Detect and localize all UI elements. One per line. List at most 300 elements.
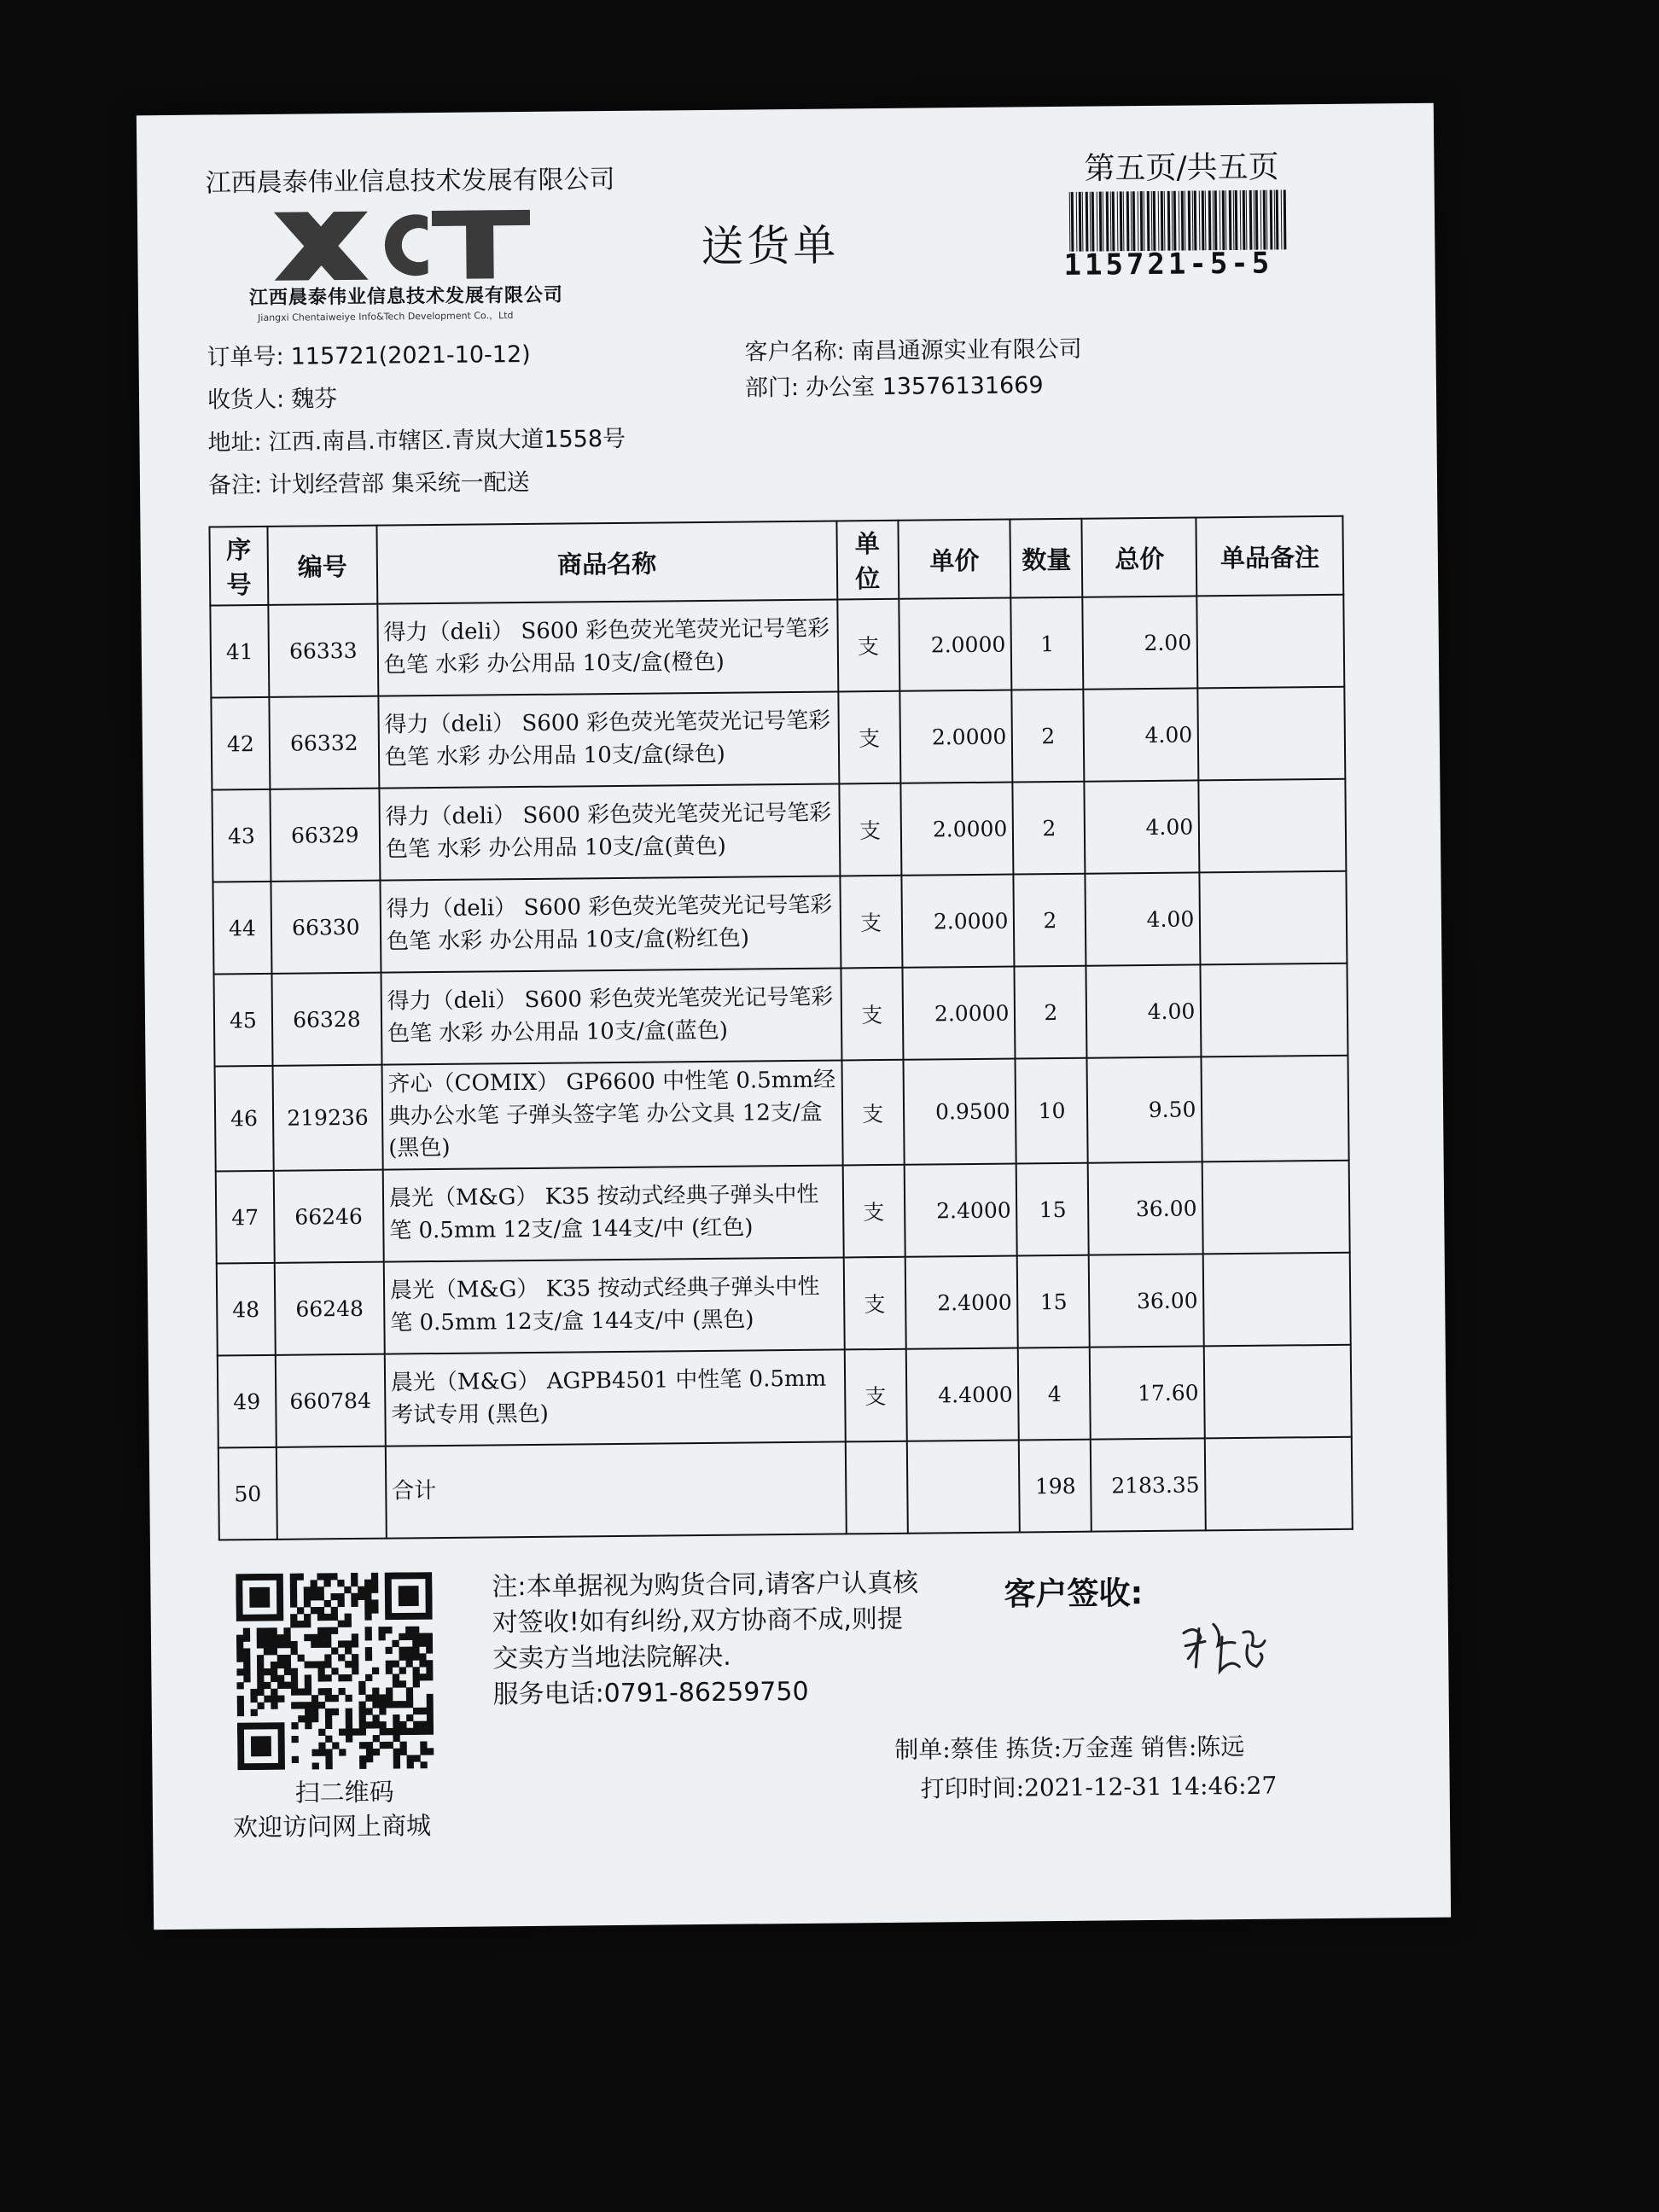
qr-module: [373, 1735, 380, 1742]
customer-name: 南昌通源实业有限公司: [851, 335, 1082, 365]
barcode-bar: [1147, 191, 1150, 251]
cell-code: 66333: [268, 604, 378, 697]
qr-module: [325, 1688, 332, 1695]
barcode-bar: [1158, 191, 1160, 251]
qr-module: [304, 1600, 311, 1607]
barcode-bar: [1086, 192, 1089, 252]
barcode-number: 115721-5-5: [1063, 246, 1273, 282]
qr-module: [426, 1674, 433, 1680]
qr-module: [277, 1682, 284, 1689]
qr-module: [290, 1580, 297, 1587]
qr-module: [392, 1640, 399, 1647]
qr-module: [323, 1573, 330, 1580]
qr-module: [243, 1628, 250, 1635]
qr-module: [297, 1607, 304, 1614]
qr-module: [393, 1749, 400, 1755]
cell-total: 4.00: [1086, 872, 1201, 965]
cell-no: 42: [211, 697, 270, 790]
qr-module: [243, 1655, 250, 1662]
cell-name: 得力（deli） S600 彩色荧光笔荧光记号笔彩色笔 水彩 办公用品 10支/盒(黄色): [379, 783, 840, 880]
qr-module: [413, 1680, 420, 1687]
qr-module: [344, 1586, 351, 1593]
cell-note: [1204, 1345, 1352, 1439]
barcode-bar: [1235, 190, 1238, 250]
qr-module: [358, 1593, 364, 1600]
qr-module: [311, 1695, 318, 1702]
barcode-bar: [1229, 190, 1232, 250]
cell-unit: 支: [843, 1257, 905, 1350]
cell-note: [1198, 687, 1346, 781]
qr-module: [413, 1674, 420, 1680]
handwritten-signature: [1175, 1607, 1278, 1685]
qr-module: [338, 1600, 345, 1607]
qr-module: [277, 1641, 284, 1648]
qr-module: [338, 1674, 345, 1681]
qr-module: [290, 1614, 297, 1621]
qr-module: [311, 1607, 317, 1614]
customer-label: 客户名称:: [744, 338, 845, 366]
qr-module: [345, 1621, 352, 1627]
qr-module: [311, 1749, 318, 1756]
qr-module: [358, 1702, 365, 1708]
qr-module: [311, 1715, 318, 1722]
qr-module: [421, 1761, 428, 1768]
qr-module: [379, 1721, 386, 1728]
qr-module: [406, 1694, 413, 1701]
qr-module: [378, 1633, 385, 1640]
qr-module: [331, 1614, 338, 1621]
qr-module: [284, 1682, 291, 1689]
cell-qty: 2: [1015, 966, 1087, 1059]
qr-module: [290, 1600, 297, 1607]
barcode-bar: [1076, 192, 1078, 252]
cell-total: 4.00: [1086, 964, 1202, 1057]
barcode-bar: [1140, 191, 1144, 251]
qr-module: [393, 1714, 399, 1721]
qr-module: [413, 1755, 420, 1761]
cell-no: 49: [218, 1355, 276, 1448]
barcode-bar: [1151, 191, 1153, 251]
qr-module: [385, 1627, 392, 1633]
cell-qty: 15: [1016, 1163, 1089, 1256]
qr-module: [337, 1593, 344, 1600]
qr-module: [305, 1722, 311, 1729]
cell-unit: 支: [842, 1165, 905, 1258]
qr-module: [292, 1736, 299, 1743]
qr-module: [359, 1762, 366, 1769]
cell-qty: 10: [1016, 1058, 1088, 1164]
qr-module: [419, 1653, 426, 1660]
barcode-bar: [1099, 191, 1103, 251]
barcode-bar: [1167, 191, 1171, 251]
qr-module: [427, 1748, 434, 1755]
barcode-bar: [1106, 191, 1109, 251]
qr-module: [277, 1675, 284, 1682]
qr-module: [405, 1633, 412, 1640]
qr-module: [236, 1655, 243, 1662]
qr-module: [364, 1600, 371, 1607]
qr-module: [352, 1668, 358, 1674]
qr-module: [271, 1662, 277, 1668]
qr-module: [264, 1682, 271, 1689]
qr-module: [291, 1648, 298, 1655]
cell-name: 晨光（M&G） K35 按动式经典子弹头中性笔 0.5mm 12支/盒 144支/中 (黑色): [384, 1258, 845, 1354]
qr-module: [371, 1586, 378, 1593]
qr-module: [371, 1573, 378, 1580]
cell-code: 66248: [275, 1262, 385, 1355]
qr-module: [399, 1680, 406, 1687]
qr-module: [257, 1634, 264, 1641]
qr-module: [346, 1708, 352, 1715]
barcode-bar: [1225, 190, 1227, 250]
cell-unit: [845, 1441, 907, 1534]
qr-module: [426, 1660, 433, 1667]
qr-finder: [251, 1736, 271, 1756]
qr-module: [346, 1715, 352, 1722]
receiver-line: [207, 380, 337, 414]
cell-unit: 支: [841, 1060, 904, 1166]
qr-module: [399, 1667, 406, 1674]
cell-qty: 15: [1017, 1255, 1090, 1348]
qr-module: [419, 1660, 426, 1667]
qr-module: [371, 1606, 378, 1613]
qr-module: [324, 1627, 331, 1634]
qr-module: [318, 1688, 325, 1695]
qr-module: [237, 1696, 244, 1703]
qr-module: [419, 1639, 426, 1646]
qr-module: [373, 1749, 380, 1755]
qr-module: [427, 1694, 434, 1701]
qr-module: [331, 1627, 338, 1634]
barcode-bar: [1185, 191, 1186, 251]
qr-module: [317, 1661, 324, 1668]
qr-module: [236, 1682, 243, 1689]
barcode-bar: [1188, 190, 1191, 250]
qr-module: [257, 1703, 264, 1709]
cell-no: 47: [216, 1171, 275, 1264]
qr-module: [325, 1755, 332, 1762]
qr-module: [264, 1641, 271, 1648]
qr-module: [386, 1694, 393, 1701]
barcode-bar: [1205, 190, 1207, 250]
qr-module: [243, 1635, 250, 1642]
qr-module: [243, 1662, 250, 1668]
cell-total: 36.00: [1088, 1161, 1203, 1254]
barcode-bar: [1123, 191, 1125, 251]
qr-module: [405, 1647, 412, 1654]
cell-name: 晨光（M&G） K35 按动式经典子弹头中性笔 0.5mm 12支/盒 144支/中 (红色): [383, 1166, 844, 1262]
cell-note: [1203, 1253, 1351, 1347]
qr-module: [420, 1748, 427, 1755]
qr-module: [393, 1701, 399, 1708]
cell-no: 50: [218, 1447, 277, 1540]
qr-module: [291, 1702, 298, 1708]
barcode-bar: [1222, 190, 1225, 250]
barcode-bar: [1276, 190, 1279, 250]
qr-module: [365, 1627, 372, 1633]
qr-module: [364, 1593, 371, 1600]
qr-module: [345, 1674, 352, 1681]
cell-unit: 支: [837, 599, 899, 692]
qr-module: [412, 1653, 419, 1660]
cell-name: 得力（deli） S600 彩色荧光笔荧光记号笔彩色笔 水彩 办公用品 10支/盒(橙色): [377, 599, 838, 696]
barcode-bar: [1090, 192, 1091, 252]
qr-module: [330, 1593, 337, 1600]
qr-module: [236, 1648, 243, 1655]
cell-no: 41: [210, 605, 269, 698]
cell-code: 66332: [269, 696, 379, 789]
qr-module: [339, 1728, 346, 1735]
qr-module: [359, 1721, 366, 1728]
qr-module: [365, 1647, 372, 1654]
cell-note: [1205, 1437, 1353, 1531]
col-header-total: 总价: [1082, 517, 1197, 597]
qr-module: [317, 1627, 324, 1634]
col-header-qty: 数量: [1010, 519, 1083, 598]
barcode-bar: [1202, 190, 1205, 250]
qr-module: [325, 1695, 332, 1702]
qr-module: [271, 1641, 277, 1648]
cell-unit: 支: [841, 968, 903, 1061]
qr-module: [305, 1688, 311, 1695]
service-phone: 服务电话:0791-86259750: [492, 1676, 809, 1710]
table-row: [215, 1056, 1349, 1172]
qr-module: [338, 1640, 345, 1647]
qr-module: [264, 1634, 271, 1641]
company-name: 江西晨泰伟业信息技术发展有限公司: [205, 164, 615, 199]
qr-module: [311, 1634, 317, 1641]
qr-module: [399, 1742, 406, 1749]
qr-module: [325, 1749, 332, 1755]
qr-module: [305, 1715, 311, 1722]
customer-line: [744, 330, 1081, 367]
qr-module: [332, 1695, 339, 1702]
qr-module: [427, 1708, 434, 1714]
qr-module: [405, 1627, 412, 1633]
qr-module: [372, 1668, 379, 1674]
qr-module: [359, 1728, 366, 1735]
qr-module: [419, 1633, 426, 1640]
qr-module: [305, 1681, 311, 1688]
qr-module: [358, 1586, 364, 1593]
qr-module: [366, 1755, 373, 1762]
barcode-bar: [1213, 190, 1214, 250]
table-row: [212, 779, 1346, 882]
qr-module: [290, 1621, 297, 1627]
qr-module: [284, 1655, 291, 1662]
barcode-bar: [1208, 190, 1212, 250]
qr-module: [352, 1640, 358, 1647]
cell-note: [1200, 871, 1348, 965]
cell-code: 66330: [271, 881, 381, 974]
receiver-label: 收货人:: [207, 386, 285, 414]
table-row: [213, 963, 1348, 1067]
qr-module: [345, 1661, 352, 1668]
qr-module: [386, 1687, 393, 1694]
qr-module: [413, 1667, 420, 1674]
qr-module: [420, 1728, 427, 1735]
qr-module: [399, 1721, 406, 1728]
cell-total-label: 合计: [386, 1442, 847, 1539]
qr-module: [298, 1688, 305, 1695]
qr-module: [304, 1614, 311, 1621]
qr-module: [359, 1708, 366, 1714]
qr-module: [378, 1627, 385, 1633]
department-label: 部门:: [744, 374, 800, 402]
qr-module: [359, 1714, 366, 1721]
qr-module: [311, 1580, 317, 1586]
barcode-bar: [1117, 191, 1119, 251]
delivery-note-paper: [137, 103, 1451, 1930]
qr-module: [291, 1722, 298, 1729]
barcode-bar: [1161, 191, 1164, 251]
qr-module: [386, 1668, 393, 1674]
cell-code: 219236: [272, 1065, 382, 1171]
qr-module: [251, 1709, 258, 1716]
qr-module: [317, 1634, 324, 1641]
qr-module: [399, 1728, 406, 1735]
department-line: [745, 366, 1044, 402]
qr-module: [351, 1573, 358, 1580]
barcode-bar: [1082, 192, 1084, 252]
qr-module: [413, 1721, 420, 1728]
qr-module: [407, 1761, 414, 1768]
barcode-bar: [1243, 190, 1246, 250]
remark-line: [208, 463, 530, 500]
barcode-bar: [1079, 192, 1082, 252]
col-header-note: 单品备注: [1196, 516, 1344, 597]
qr-module: [393, 1728, 399, 1735]
qr-module: [346, 1695, 352, 1702]
cell-total: 17.60: [1090, 1346, 1205, 1439]
qr-module: [371, 1599, 378, 1606]
qr-module: [284, 1641, 291, 1648]
qr-module: [372, 1701, 379, 1708]
qr-module: [284, 1668, 291, 1675]
cell-note: [1199, 779, 1347, 873]
cell-code: 66328: [271, 973, 381, 1066]
qr-module: [324, 1600, 331, 1607]
qr-module: [264, 1648, 271, 1655]
qr-module: [291, 1675, 298, 1682]
qr-module: [325, 1736, 332, 1743]
qr-module: [257, 1641, 264, 1648]
cell-code: [276, 1447, 387, 1540]
col-header-unit: 单位: [836, 521, 899, 600]
qr-module: [236, 1635, 243, 1642]
barcode-bar: [1220, 190, 1221, 250]
page-number: 第五页/共五页: [1084, 149, 1279, 187]
cell-total: 2.00: [1083, 596, 1198, 689]
barcode-bar: [1091, 192, 1095, 252]
qr-module: [257, 1675, 264, 1682]
qr-module: [324, 1661, 331, 1668]
qr-module: [365, 1633, 372, 1640]
qr-module: [399, 1647, 405, 1654]
qr-module: [271, 1703, 277, 1709]
barcode-bar: [1255, 190, 1259, 250]
qr-module: [324, 1674, 331, 1681]
barcode-bar: [1233, 190, 1235, 250]
barcode-bar: [1144, 191, 1145, 251]
qr-module: [298, 1655, 305, 1662]
qr-module: [317, 1614, 324, 1621]
qr-module: [250, 1696, 257, 1703]
qr-module: [366, 1749, 373, 1755]
department: 办公室 13576131669: [805, 372, 1044, 401]
qr-module: [380, 1742, 387, 1749]
qr-module: [271, 1675, 277, 1682]
qr-module: [358, 1688, 365, 1695]
qr-module: [359, 1742, 366, 1749]
qr-module: [291, 1688, 298, 1695]
document-title: 送货单: [701, 220, 840, 272]
qr-module: [331, 1607, 338, 1614]
barcode-bar: [1172, 191, 1173, 251]
qr-module: [311, 1661, 317, 1668]
barcode-bar: [1110, 191, 1112, 251]
qr-module: [427, 1714, 434, 1721]
qr-module: [297, 1621, 304, 1627]
qr-module: [372, 1688, 379, 1695]
cell-unit: 支: [840, 876, 902, 969]
logo-company-cn: 江西晨泰伟业信息技术发展有限公司: [248, 284, 564, 310]
qr-module: [305, 1662, 311, 1668]
qr-module: [426, 1646, 433, 1653]
cell-unit: 支: [839, 783, 901, 876]
cell-total: 36.00: [1089, 1254, 1204, 1347]
qr-module: [413, 1728, 420, 1735]
logo-company-en: Jiangxi Chentaiweiye Info&Tech Development Co.，Ltd: [258, 310, 514, 323]
barcode-bar: [1120, 191, 1123, 251]
cell-note: [1202, 1161, 1350, 1254]
cell-price: [906, 1441, 1020, 1534]
qr-module: [324, 1634, 331, 1641]
barcode-bar: [1246, 190, 1248, 250]
qr-module: [332, 1742, 339, 1749]
qr-module: [304, 1621, 311, 1627]
qr-module: [290, 1574, 297, 1580]
remark-label: 备注:: [207, 471, 263, 499]
qr-module: [311, 1708, 318, 1715]
qr-module: [304, 1593, 311, 1600]
barcode-bar: [1260, 190, 1262, 250]
qr-module: [393, 1721, 399, 1728]
qr-module: [317, 1668, 324, 1674]
qr-module: [358, 1681, 365, 1688]
qr-module: [420, 1674, 427, 1680]
qr-module: [412, 1633, 419, 1640]
qr-module: [352, 1661, 358, 1668]
qr-code[interactable]: [236, 1572, 434, 1770]
notice-line: 交卖方当地法院解决.: [492, 1641, 731, 1674]
barcode-bar: [1214, 190, 1218, 250]
qr-module: [406, 1728, 413, 1735]
qr-module: [311, 1702, 318, 1708]
qr-module: [317, 1593, 324, 1600]
qr-module: [393, 1762, 400, 1769]
qr-module: [277, 1696, 284, 1703]
qr-module: [305, 1702, 311, 1708]
qr-module: [364, 1580, 371, 1586]
table-row: [218, 1345, 1352, 1448]
col-header-no: 序号: [209, 527, 268, 606]
qr-module: [325, 1708, 332, 1715]
qr-module: [271, 1648, 277, 1655]
qr-module: [264, 1696, 271, 1703]
company-logo: [248, 206, 564, 345]
cell-price: 2.4000: [904, 1164, 1017, 1257]
